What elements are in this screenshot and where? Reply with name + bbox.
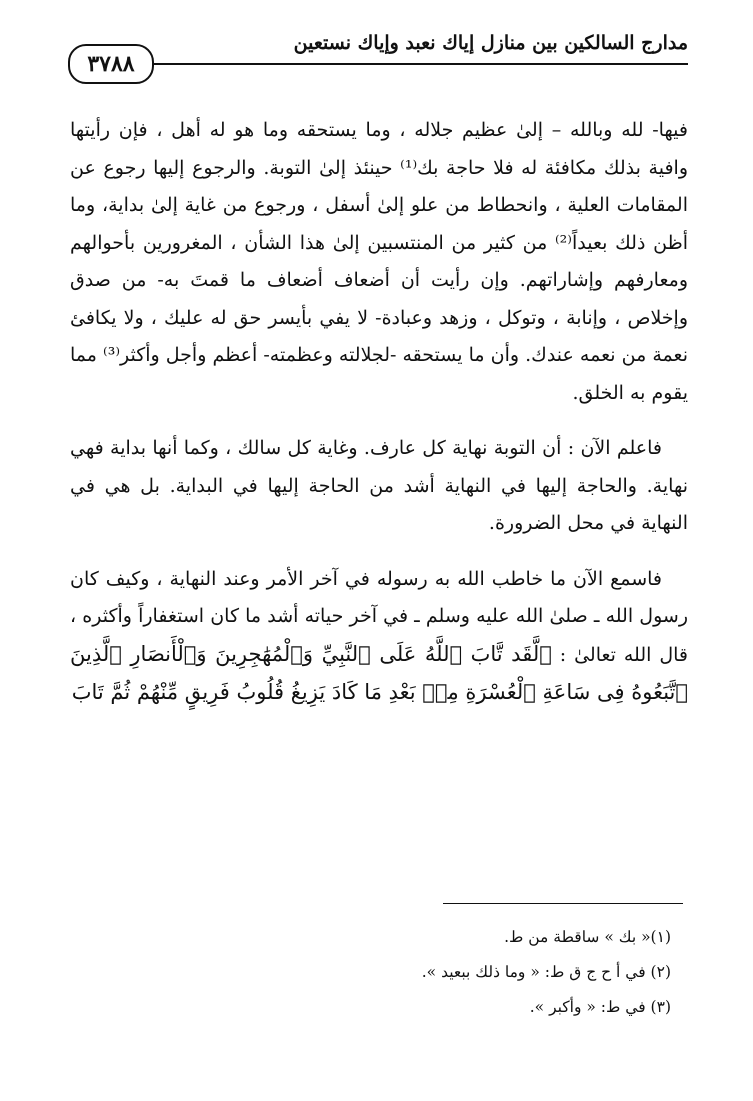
footnote: (٣) في ط: « وأكبر ». bbox=[529, 998, 671, 1016]
paragraph-with-verse bbox=[70, 561, 688, 713]
paragraph: فيها- لله وبالله – إلىٰ عظيم جلاله ، وما يستحقه وما هو له أهل ، فإن رأيتها وافية بذلك مكافئة له فلا حاجة بك⁽¹⁾ حينئذ إلىٰ التوبة. والرجوع إليها رجوع عن المقامات العلية ، وانحطاط من علو إلىٰ أسفل ، ورجوع من غاية إلىٰ بداية، وما أظن ذلك بعيداً⁽²⁾ من كثير من المنتسبين إلىٰ هذا الشأن ، المغرورين بأحوالهم ومعارفهم وإشاراتهم. وإن رأيت أن أضعاف أضعاف ما قمتَ به- من صدق وإخلاص ، وإنابة ، وتوكل ، وزهد وعبادة- لا يفي بأيسر حق له عليك ، ولا يكافئ نعمة من نعمه عندك. وأن ما يستحقه -لجلالته وعظمته- أعظم وأجل وأكثر⁽³⁾ مما يقوم به الخلق. bbox=[70, 119, 688, 404]
footnote: (١)« بك » ساقطة من ط. bbox=[504, 928, 671, 946]
paragraph-text: فاسمع الآن ما خاطب الله به رسوله في آخر الأمر وعند النهاية ، وكيف كان رسول الله ـ صلىٰ الله عليه وسلم ـ في آخر حياته أشد ما كان استغفاراً وأكثره ، قال الله تعالىٰ : bbox=[70, 567, 689, 666]
book-title: مدارج السالكين بين منازل إياك نعبد وإياك نستعين bbox=[293, 32, 688, 54]
header-rule bbox=[68, 63, 688, 65]
page-number: ٣٧٨٨ bbox=[68, 44, 154, 84]
footnote-separator bbox=[443, 903, 683, 904]
running-header bbox=[68, 28, 688, 78]
footnotes bbox=[111, 920, 671, 1025]
footnote: (٢) في أ ح ج ق ط: « وما ذلك ببعيد ». bbox=[421, 963, 671, 981]
quran-verse: ﴿لَّقَد تَّابَ ٱللَّهُ عَلَى ٱلنَّبِيِّ وَٱلْمُهَٰجِرِينَ وَٱلْأَنصَارِ ٱلَّذِينَ ٱتَّبَعُوهُ فِى سَاعَةِ ٱلْعُسْرَةِ مِنۢ بَعْدِ مَا كَادَ يَزِيغُ قُلُوبُ فَرِيقٍ مِّنْهُمْ ثُمَّ تَابَ bbox=[70, 641, 688, 704]
paragraph: فاعلم الآن : أن التوبة نهاية كل عارف. وغاية كل سالك ، وكما أنها بداية فهي نهاية. والحاجة إليها في النهاية أشد من الحاجة إليها في البداية. بل هي في النهاية في محل الضرورة. bbox=[70, 437, 688, 534]
main-text bbox=[70, 112, 688, 731]
